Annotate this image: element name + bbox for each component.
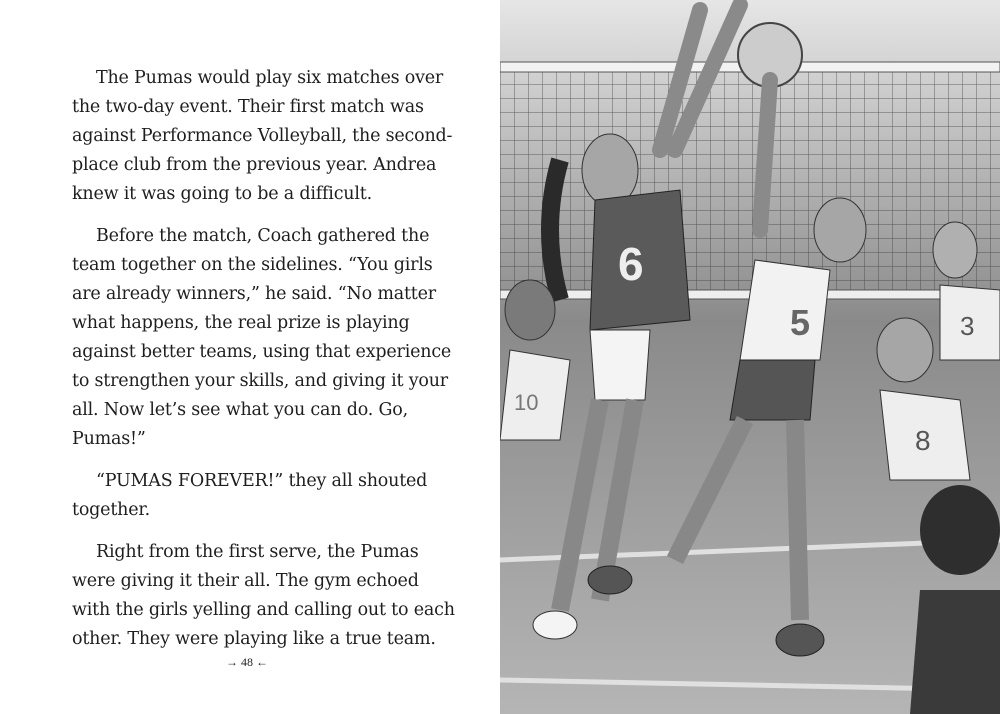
text-line: all. Now let’s see what you can do. Go, bbox=[72, 400, 408, 420]
text-line: with the girls yelling and calling out to each bbox=[72, 600, 455, 620]
text-line: against Performance Volleyball, the second- bbox=[72, 126, 453, 146]
page-number-value: 48 bbox=[241, 655, 253, 669]
jersey-number: 5 bbox=[790, 302, 811, 343]
text-line: knew it was going to be a difficult. bbox=[72, 184, 372, 204]
jersey-number: 8 bbox=[915, 425, 931, 456]
illustration-svg bbox=[500, 0, 1000, 714]
text-line: Before the match, Coach gathered the bbox=[96, 226, 430, 246]
text-line: “PUMAS FOREVER!” they all shouted bbox=[96, 471, 428, 491]
page-number: → 48 ← bbox=[226, 655, 268, 669]
text-line: The Pumas would play six matches over bbox=[96, 68, 444, 88]
volleyball-net bbox=[500, 70, 1000, 295]
paragraph bbox=[72, 467, 452, 525]
volleyball-illustration bbox=[500, 0, 1000, 714]
text-line: team together on the sidelines. “You girls bbox=[72, 255, 433, 275]
text-line: what happens, the real prize is playing bbox=[72, 313, 410, 333]
paragraph bbox=[72, 222, 452, 454]
paragraph bbox=[72, 538, 455, 654]
text-line: together. bbox=[72, 500, 150, 520]
jersey-number: 10 bbox=[514, 390, 539, 415]
text-line: the two-day event. Their first match was bbox=[72, 97, 424, 117]
paragraph bbox=[72, 64, 452, 209]
jersey-number: 3 bbox=[960, 311, 975, 341]
text-line: to strengthen your skills, and giving it your bbox=[72, 371, 448, 391]
text-line: place club from the previous year. Andrea bbox=[72, 155, 437, 175]
text-line: were giving it their all. The gym echoed bbox=[72, 571, 419, 591]
text-line: against better teams, using that experience bbox=[72, 342, 452, 362]
text-line: are already winners,” he said. “No matter bbox=[72, 284, 436, 304]
jersey-number: 6 bbox=[618, 238, 644, 290]
story-text bbox=[72, 64, 455, 667]
text-line: Pumas!” bbox=[72, 429, 146, 449]
text-line: Right from the first serve, the Pumas bbox=[96, 542, 419, 562]
text-line: other. They were playing like a true team. bbox=[72, 629, 436, 649]
